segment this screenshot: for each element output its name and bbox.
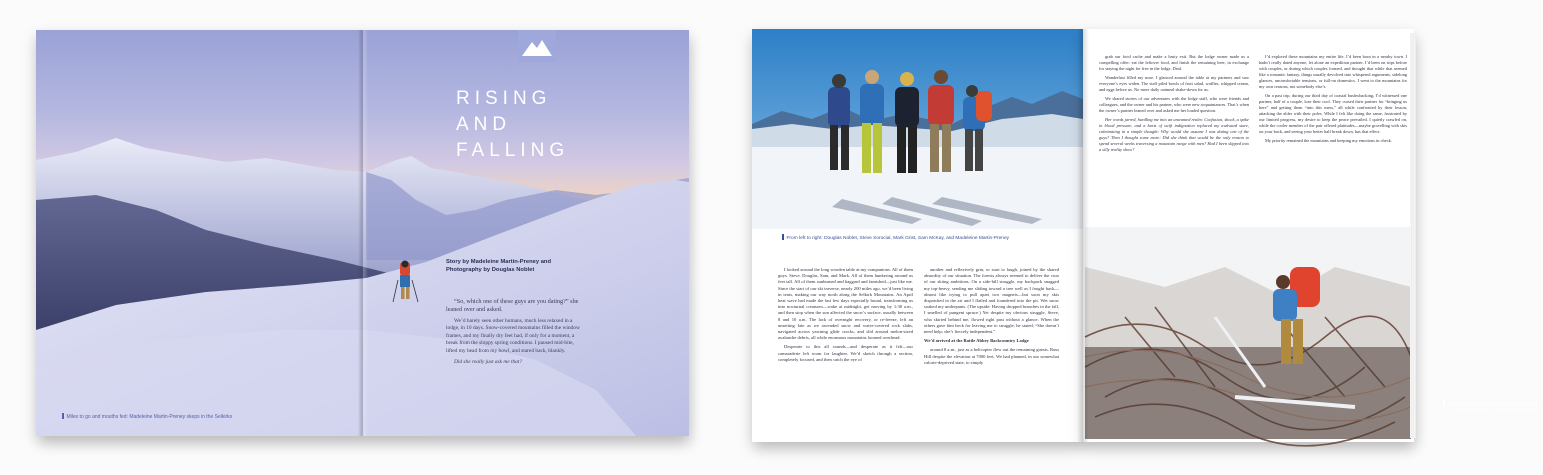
intro-closing: Did she really just ask me that? — [454, 359, 523, 366]
byline-story: Story by Madeleine Martin-Preney and — [446, 259, 552, 265]
byline — [446, 258, 576, 274]
col1-p2: Desperate to this all sounds—and desperate as it felt—our camaraderie left room for laughter. We’d sketch through a section, completely focused, and then catch the eye of — [778, 344, 913, 362]
byline-photo: Photography by Douglas Noblet — [446, 267, 535, 273]
text-column-2 — [924, 267, 1059, 369]
right-page — [1083, 29, 1542, 442]
article-title — [456, 86, 569, 164]
intro-paragraph: We’d barely seen other humans, much less relaxed in a lodge, in 10 days. Snow-covered mountains filled the window frames, and my finally dry feet had, if only for a moment, a break from the sloppy spring conditions. I paused mid-bite, lifted my head from my bowl, and stared back, blankly. — [446, 318, 580, 354]
magazine-spread-left — [36, 30, 689, 436]
col3-p1: grab our food cache and make a hasty exit. But the lodge owner made us a compelling offer: eat the leftover food, and finish the remaining beer, in exchange for staying the night for free in the lodge. Deal. — [1099, 54, 1249, 71]
photo-caption-left: Miles to go and mouths fed: Madeleine Martin-Preney skeps in the Selkirks — [62, 413, 232, 420]
mountain-logo-tab — [518, 30, 556, 62]
col4-p1: I’d explored these mountains my entire life. I’d been born in a nearby town. I hadn’t really dated anyone, let alone an expedition partner. I’d been on trips before with couples, or during which couples formed, and thought that while that seemed like a romantic fantasy, things usually devolved into whispered arguments, sidelong glances, uncomfortable tensions, or full-on domestics. I went to the mountains for my own reasons, not somebody else’s. — [1259, 54, 1407, 89]
col4-p3: My priority remained the mountains and keeping my emotions in check. — [1265, 138, 1392, 143]
page-edges — [1410, 33, 1416, 438]
bushwhack-photo-caption: The forests always seemed to deliver the crux of our skiing ambitions. | Selkirk crossings type 4 fans — [1443, 401, 1542, 418]
text-column-4 — [1259, 54, 1407, 147]
text-column-3 — [1099, 54, 1249, 156]
text-column-1 — [778, 267, 913, 366]
magazine-spread-right — [752, 29, 1542, 442]
col2-p1: another and reflexively grin, or start to laugh, joined by the shared absurdity of our situation. The forests always seemed to deliver the crux of our skiing ambitions. On a side-hill struggle, my backpack snagged my top-heavy, sending me sliding toward a tree well as I fought back—almost like trying to pull apart two magnets—but soon my skis dispatched in the air and I flailed and foundered into the pit. Wet snow soaked my underpants. (The upside: Having dropped branches in the fall, I smelled of pungent spruce.) Yet despite my obvious struggle, Steve, who skirted behind me, flowed right past without a glance. When the others gave him heck for leaving me to struggle, he stated, “She doesn’t need help; she’s fiercely independent.” — [924, 267, 1059, 335]
title-line-2: AND — [456, 114, 512, 135]
group-photo — [752, 29, 1083, 229]
col3-p3: We shared stories of our adventures with the lodge staff, who were friends and colleagues, and the owner and his partner, who were new acquaintances. That’s when the owner’s partner leaned over and asked me her loaded question. — [1099, 96, 1249, 113]
intro-quote: “So, which one of these guys are you dating?” she leaned over and asked. — [446, 298, 579, 313]
left-page — [752, 29, 1083, 442]
article-intro — [446, 298, 581, 370]
bushwhack-photo — [1085, 227, 1411, 439]
spine-shadow — [358, 30, 368, 436]
spine-shadow-2 — [1077, 29, 1089, 442]
col2-heading: We’d arrived at the Battle Abbey Backcountry Lodge — [924, 338, 1029, 344]
col1-p1: I looked around the long wooden table at my companions. All of them guys. Steve, Douglas, Sam, and Mark. All of them hunkering around us feet tall. All of them sunburned and haggard and famished—just like me. Since the start of our ski traverse, nearly 200 miles ago, we’d been living in tents, making our way north along the Selkirk Mountains. An April heat wave had made the last few days especially brutal, transforming us into nocturnal creatures—wake at midnight, get moving by 1:30 a.m., and then stop when the sun affected the snow’s surface, usually between 8 and 10 a.m. The lack of overnight recovery, or re-freeze, left an unsetting fate as we ascended snow and water-covered rock slabs, navigated across yawning glide cracks, and slid around melon-sized avalanche debris, all while enormous mountains loomed overhead. — [778, 267, 913, 341]
title-line-3: FALLING — [456, 140, 570, 161]
title-line-1: RISING — [456, 88, 552, 109]
col3-p4: Her words jarred, hurdling me into an unwanted realm: Confusion, shock, a spike in blood pressure, and a burst of swift indignation replaced my awkward stare, culminating in a simple thought: Why would she assume I was dating one of the guys? Then I thought some more: Did she think that would be the only reason to spend several weeks traversing a mountain range with men? Had I been slipped into a silly reality show? — [1099, 117, 1249, 152]
col4-p2: On a past trip, during our third day of coastal bushwhacking, I’d witnessed one partner, half of a couple, lose their cool. They cursed their partner for “bringing us here” and getting them “into this mess,” all while confronted by their lesson, attacking the alder with their poles. While I felt like doing the same, frustrated by our limited progress, my desire to keep the peace prevailed. I quietly crawled on, while the cooler member of the pair offered platitudes—maybe grovelling with skis on your back, and seeing your better half break down, has that effect. — [1259, 93, 1407, 134]
group-photo-caption: From left to right: Douglas Noblet, Steve Sorocial, Mark Grist, Sam McKay, and Madeleine Martin-Preney — [782, 234, 1009, 241]
col3-p2: Wanderlust filled my nose. I glanced around the table at my partners and saw everyone’s eyes widen. The staff piled bowls of fruit salad, waffles, whipped cream, and eggs before us. No more daily oatmeal shake-down for us. — [1099, 75, 1249, 92]
col2-p2: around 8 a.m., just as a helicopter flew out the remaining guests. Russ Hill despite the elevation at 7000 feet. We had planned, in our somewhat calorie-deprived state, to simply — [924, 347, 1059, 365]
mountain-icon — [518, 30, 556, 62]
